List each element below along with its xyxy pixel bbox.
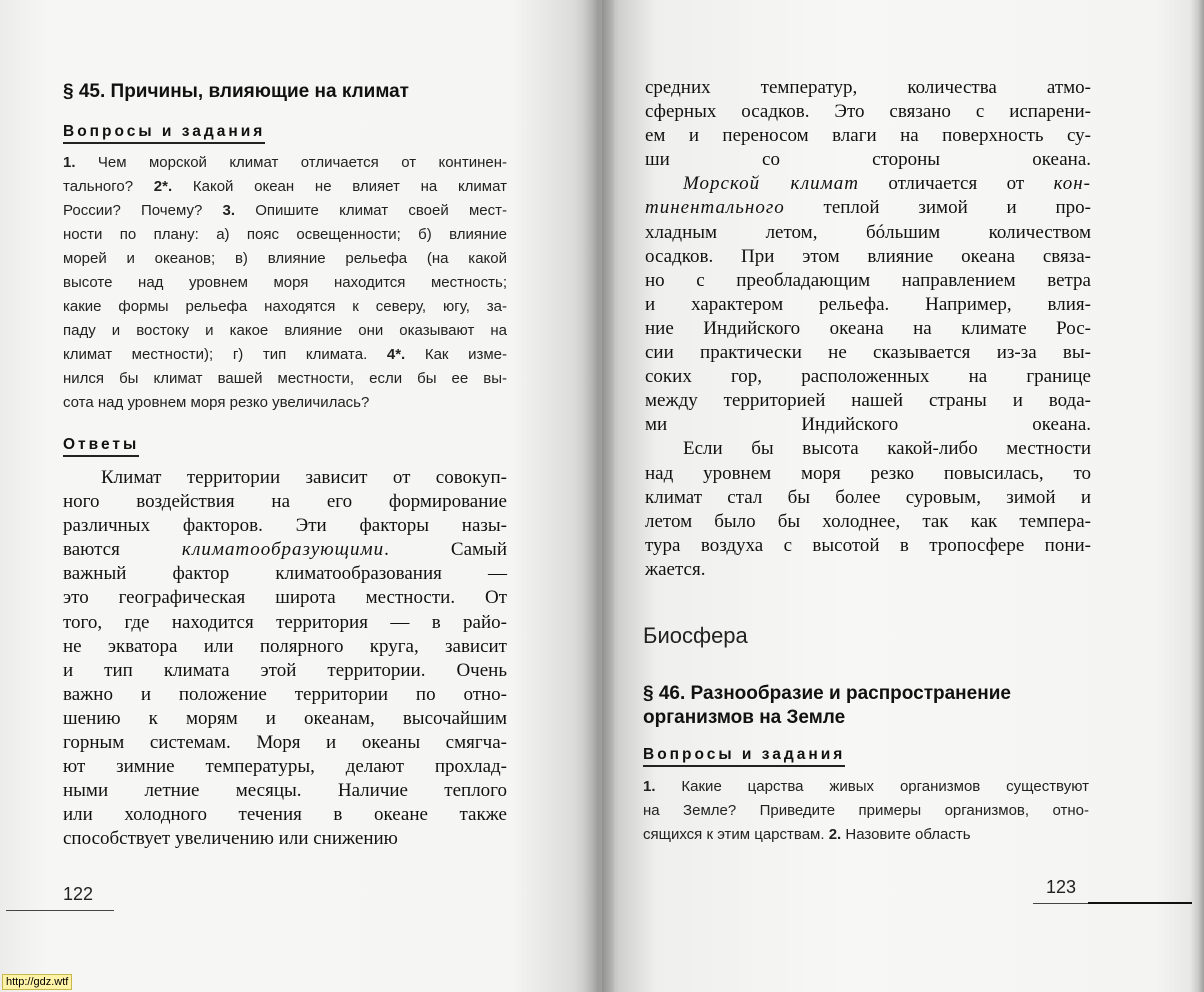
right-body-text xyxy=(645,76,1091,582)
section-46-title-line1: § 46. Разнообразие и распространение xyxy=(643,683,1011,704)
question-line xyxy=(63,151,507,175)
page-edge-shadow xyxy=(1190,0,1204,992)
question-line xyxy=(63,271,507,295)
text-run: Чем морской климат отличается от континен- xyxy=(75,154,507,171)
text-run: климат стал бы более суровым, зимой и xyxy=(645,486,1091,508)
answer-line xyxy=(63,514,507,538)
text-run xyxy=(645,173,683,194)
text-run: высоте над уровнем моря находится местность; xyxy=(63,274,507,291)
text-run: Если бы высота какой-либо местности xyxy=(645,438,1091,460)
answer-line xyxy=(63,635,507,659)
body-line xyxy=(645,221,1091,245)
body-line xyxy=(645,365,1091,389)
text-run: . Самый xyxy=(384,539,507,561)
text-run: и тип климата этой территории. Очень xyxy=(63,659,507,681)
section-45-title: § 45. Причины, влияющие на климат xyxy=(63,81,409,102)
text-run: соких гор, расположенных на границе xyxy=(645,366,1091,388)
body-line xyxy=(645,413,1091,437)
text-run: какие формы рельефа находятся к северу, югу, за- xyxy=(63,298,507,315)
text-run: ми Индийского океана. xyxy=(645,414,1091,436)
text-run: Какие царства живых организмов существуют xyxy=(655,778,1089,795)
body-line xyxy=(645,389,1091,413)
text-run: ем и переносом влаги на поверхность су- xyxy=(645,125,1091,147)
text-run: между территорией нашей страны и вода- xyxy=(645,390,1091,412)
answer-line xyxy=(63,586,507,610)
text-run: ными летние месяцы. Наличие теплого xyxy=(63,780,507,802)
text-run: сящихся к этим царствам. xyxy=(643,826,829,843)
body-line xyxy=(645,558,1091,582)
body-line xyxy=(645,437,1091,461)
emphasis-term: климатообразующими xyxy=(181,539,385,561)
text-run: осадков. При этом влияние океана связа- xyxy=(645,245,1091,267)
question-line xyxy=(63,247,507,271)
text-run: Климат территории зависит от совокуп- xyxy=(63,467,507,488)
body-line xyxy=(645,269,1091,293)
question-number: 2. xyxy=(828,826,842,843)
text-run: ши со стороны океана. xyxy=(645,149,1091,171)
right-footer-rule-thick xyxy=(1088,902,1192,904)
text-run: тура воздуха с высотой в тропосфере пони- xyxy=(645,534,1091,556)
page-number-left: 122 xyxy=(63,884,94,904)
text-run: ваются xyxy=(63,539,182,561)
text-run: жается. xyxy=(645,558,706,580)
text-run: сферных осадков. Это связано с испарени- xyxy=(645,101,1091,123)
text-run: России? Почему? xyxy=(63,202,223,219)
text-run: не экватора или полярного круга, зависит xyxy=(63,635,507,657)
emphasis-term: кон- xyxy=(1053,173,1091,195)
text-run: это географическая широта местности. От xyxy=(63,587,507,609)
text-run: нился бы климат вашей местности, если бы ее вы- xyxy=(63,370,507,387)
text-run: летом было бы холоднее, так как темпера- xyxy=(645,510,1091,532)
text-run: отличается от xyxy=(858,173,1054,195)
text-run: Как изме- xyxy=(405,346,507,363)
right-questions-text xyxy=(643,775,1089,847)
answer-line xyxy=(63,659,507,683)
text-run: важный фактор климатообразования — xyxy=(63,563,507,585)
text-run: климат местности); г) тип климата. xyxy=(63,346,387,363)
body-line xyxy=(645,317,1091,341)
question-number: 2*. xyxy=(153,178,173,195)
question-line xyxy=(63,391,507,415)
body-line xyxy=(645,510,1091,534)
body-line xyxy=(645,196,1091,220)
text-run: хладным летом, бóльшим количеством xyxy=(645,221,1091,243)
text-run: морей и океанов; в) влияние рельефа (на какой xyxy=(63,250,507,267)
text-run: и характером рельефа. Например, влия- xyxy=(645,293,1091,315)
text-run: ного воздействия на его формирование xyxy=(63,491,507,513)
text-run: над уровнем моря резко повысилась, то xyxy=(645,462,1091,484)
answer-line xyxy=(63,538,507,562)
text-run: сота над уровнем моря резко увеличилась? xyxy=(63,394,370,411)
question-line xyxy=(63,367,507,391)
text-run: Опишите климат своей мест- xyxy=(235,202,507,219)
answer-line xyxy=(63,731,507,755)
chapter-title: Биосфера xyxy=(643,623,748,648)
text-run: важно и положение территории по отно- xyxy=(63,683,507,705)
body-line xyxy=(645,486,1091,510)
text-run: средних температур, количества атмо- xyxy=(645,77,1091,98)
text-run: но с преобладающим направлением ветра xyxy=(645,269,1091,291)
question-line xyxy=(63,175,507,199)
watermark-link[interactable]: http://gdz.wtf xyxy=(2,974,72,990)
text-run: Какой океан не влияет на климат xyxy=(172,178,507,195)
question-line xyxy=(643,799,1089,823)
question-line xyxy=(643,823,1089,847)
body-line xyxy=(645,100,1091,124)
answer-line xyxy=(63,707,507,731)
question-number: 4*. xyxy=(386,346,406,363)
answers-heading: Ответы xyxy=(63,436,139,457)
text-run: того, где находится территория — в райо- xyxy=(63,611,507,633)
emphasis-term: Морской климат xyxy=(683,173,859,195)
text-run: горным системам. Моря и океаны смягча- xyxy=(63,732,507,754)
body-line xyxy=(645,124,1091,148)
question-line xyxy=(63,319,507,343)
answer-line xyxy=(63,611,507,635)
question-number: 3. xyxy=(222,202,236,219)
answer-line xyxy=(63,466,507,490)
question-line xyxy=(63,343,507,367)
text-run: на Земле? Приведите примеры организмов, отно- xyxy=(643,802,1089,819)
body-line xyxy=(645,245,1091,269)
text-run: ние Индийского океана на климате Рос- xyxy=(645,317,1091,339)
body-line xyxy=(645,534,1091,558)
question-number: 1. xyxy=(643,778,656,795)
text-run: теплой зимой и про- xyxy=(784,197,1091,219)
text-run: шению к морям и океанам, высочайшим xyxy=(63,707,507,729)
text-run: сии практически не сказывается из-за вы- xyxy=(645,342,1091,364)
answer-line xyxy=(63,755,507,779)
answer-line xyxy=(63,779,507,803)
text-run: способствует увеличению или снижению xyxy=(63,828,398,850)
book-spine-shadow xyxy=(574,0,614,992)
answer-line xyxy=(63,490,507,514)
text-run: ют зимние температуры, делают прохлад- xyxy=(63,756,507,778)
text-run: ности по плану: а) пояс освещенности; б) влияние xyxy=(63,226,507,243)
answer-line xyxy=(63,827,507,851)
text-run: различных факторов. Эти факторы назы- xyxy=(63,515,507,537)
right-footer-rule-thin xyxy=(1033,903,1088,904)
left-footer-rule xyxy=(6,910,114,911)
left-questions-text xyxy=(63,151,507,415)
answer-line xyxy=(63,562,507,586)
question-line xyxy=(63,199,507,223)
question-line xyxy=(63,295,507,319)
answers-text xyxy=(63,466,507,852)
text-run: тального? xyxy=(63,178,154,195)
text-run: паду и востоку и какое влияние они оказывают на xyxy=(63,322,507,339)
section-46-title-line2: организмов на Земле xyxy=(643,707,846,728)
text-run: Назовите область xyxy=(841,826,971,843)
body-line xyxy=(645,293,1091,317)
answer-line xyxy=(63,683,507,707)
text-run: или холодного течения в океане также xyxy=(63,804,507,826)
body-line xyxy=(645,76,1091,100)
left-questions-heading: Вопросы и задания xyxy=(63,123,265,144)
emphasis-term: тинентального xyxy=(645,197,785,219)
answer-line xyxy=(63,803,507,827)
body-line xyxy=(645,341,1091,365)
question-line xyxy=(63,223,507,247)
body-line xyxy=(645,148,1091,172)
right-questions-heading: Вопросы и задания xyxy=(643,746,845,767)
body-line xyxy=(645,462,1091,486)
page-number-right: 123 xyxy=(1046,877,1077,897)
question-number: 1. xyxy=(63,154,76,171)
body-line xyxy=(645,172,1091,196)
question-line xyxy=(643,775,1089,799)
